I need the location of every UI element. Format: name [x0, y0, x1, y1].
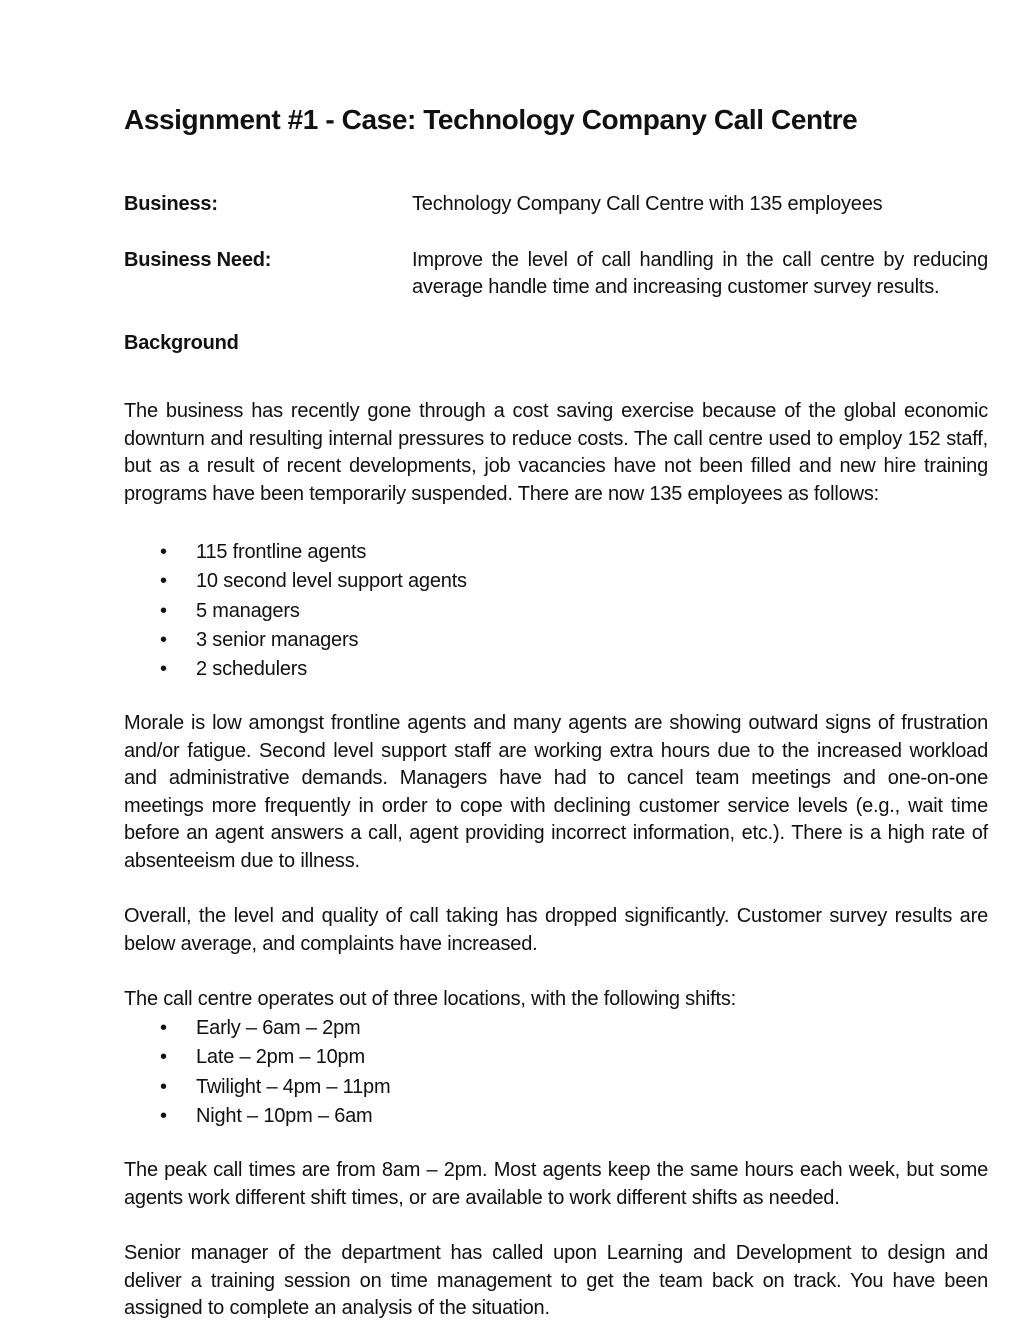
- bullet-icon: •: [160, 1104, 167, 1127]
- list-item: [124, 597, 988, 626]
- peak-times-paragraph: The peak call times are from 8am – 2pm. Most agents keep the same hours each week, but some agents work different shift times, or are available to work different shifts as needed.: [124, 1159, 988, 1209]
- business-label: Business:: [124, 193, 218, 215]
- bullet-icon: •: [160, 541, 167, 563]
- list-item-text: 10 second level support agents: [196, 570, 467, 593]
- overall-paragraph: Overall, the level and quality of call taking has dropped significantly. Customer survey results are below average, and complaints have increased.: [124, 905, 988, 955]
- bullet-icon: •: [160, 658, 167, 681]
- shift-list: [124, 1014, 988, 1131]
- list-item: [124, 567, 988, 596]
- list-item-text: 3 senior managers: [196, 628, 359, 651]
- list-item: [124, 1014, 988, 1043]
- business-field: [124, 191, 988, 219]
- bullet-icon: •: [160, 1046, 167, 1069]
- background-heading: Background: [124, 331, 239, 354]
- list-item-text: 5 managers: [196, 599, 300, 622]
- assignment-paragraph: Senior manager of the department has called upon Learning and Development to design and deliver a training session on time management to get the team back on track. You have been assigned to complete an analysis of the situation.: [124, 1242, 988, 1320]
- locations-paragraph: The call centre operates out of three locations, with the following shifts:: [124, 988, 737, 1011]
- document-body: [124, 100, 988, 1323]
- list-item-text: Twilight – 4pm – 11pm: [196, 1075, 391, 1098]
- list-item: [124, 626, 988, 655]
- list-item-text: Night – 10pm – 6am: [196, 1104, 373, 1127]
- list-item: [124, 538, 988, 567]
- business-value: Technology Company Call Centre with 135 employees: [412, 193, 883, 215]
- bullet-icon: •: [160, 599, 167, 622]
- business-need-value: Improve the level of call handling in the call centre by reducing average handle time and increasing customer survey results.: [412, 248, 988, 298]
- list-item: [124, 655, 988, 684]
- bullet-icon: •: [160, 1075, 167, 1098]
- morale-paragraph: Morale is low amongst frontline agents and many agents are showing outward signs of frustration and/or fatigue. Second level support staff are working extra hours due to the increased workload and administrative demands. Managers have had to cancel team meetings and one-on-one meetings more frequently in order to cope with declining customer service levels (e.g., wait time before an agent answers a call, agent providing incorrect information, etc.). There is a high rate of absenteeism due to illness.: [124, 712, 988, 872]
- list-item-text: 115 frontline agents: [196, 541, 367, 563]
- bullet-icon: •: [160, 1016, 167, 1039]
- list-item-text: 2 schedulers: [196, 658, 307, 681]
- document-title: Assignment #1 - Case: Technology Company Call Centre: [124, 104, 858, 135]
- business-need-field: [124, 247, 988, 302]
- bullet-icon: •: [160, 570, 167, 593]
- list-item: [124, 1043, 988, 1072]
- list-item-text: Early – 6am – 2pm: [196, 1016, 361, 1039]
- list-item: [124, 1073, 988, 1102]
- bullet-icon: •: [160, 628, 167, 651]
- business-need-label: Business Need:: [124, 248, 272, 271]
- list-item-text: Late – 2pm – 10pm: [196, 1046, 365, 1069]
- list-item: [124, 1102, 988, 1131]
- employee-list: [124, 538, 988, 684]
- background-paragraph-1: The business has recently gone through a cost saving exercise because of the global economic downturn and resulting internal pressures to reduce costs. The call centre used to employ 152 staff, but as a result of recent developments, job vacancies have not been filled and new hire training programs have been temporarily suspended. There are now 135 employees as follows:: [124, 400, 988, 505]
